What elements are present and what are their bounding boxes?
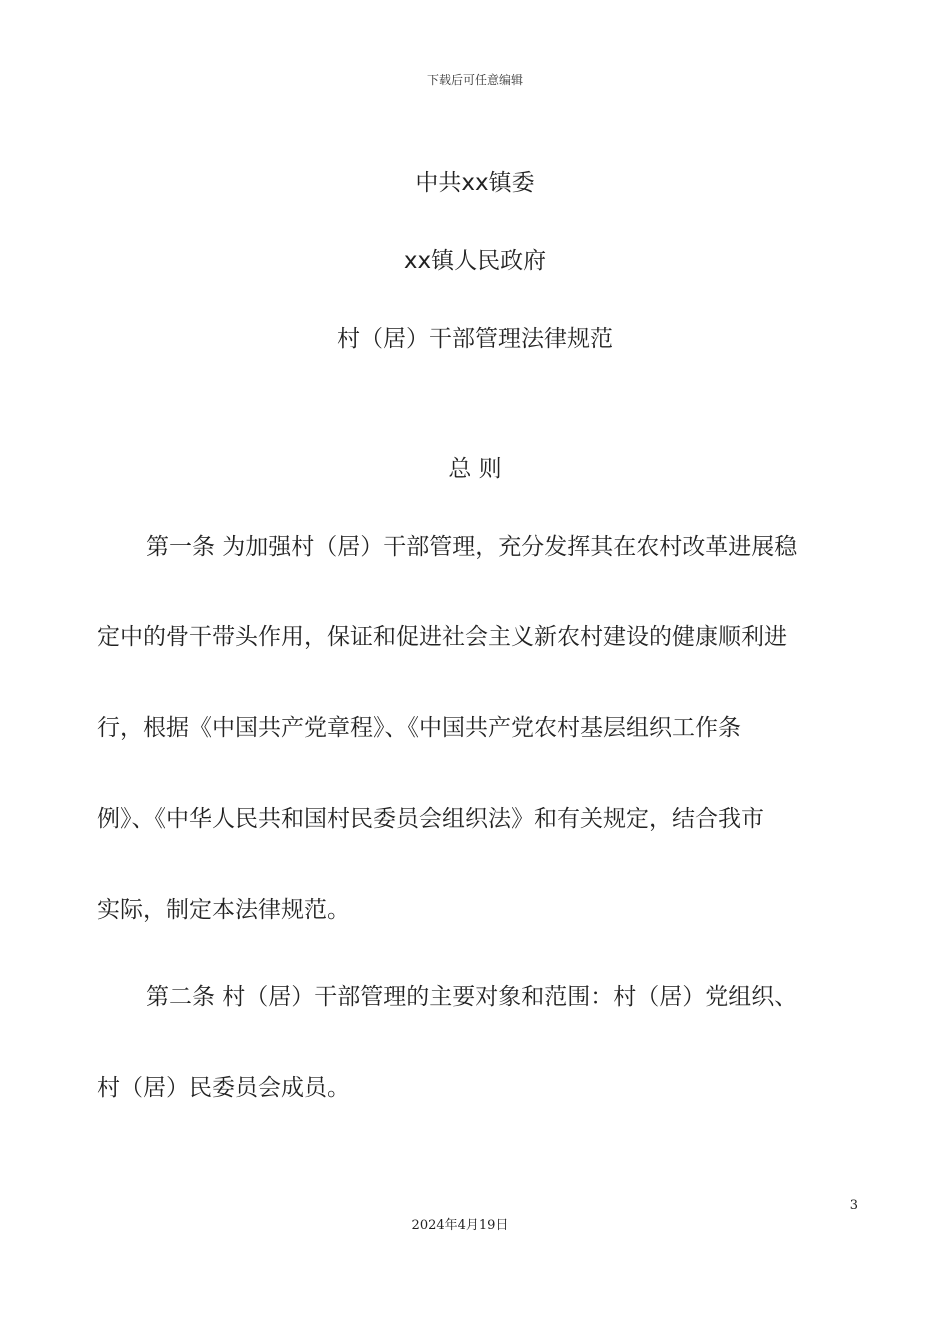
article-1-line-2: 定中的骨干带头作用，保证和促进社会主义新农村建设的健康顺利进 bbox=[97, 624, 787, 650]
article-2 bbox=[97, 982, 857, 1103]
article-2-line-1: 第二条 村（居）干部管理的主要对象和范围：村（居）党组织、 bbox=[146, 984, 798, 1010]
article-1-line-5: 实际，制定本法律规范。 bbox=[97, 897, 350, 923]
footer-date: 2024年4月19日 bbox=[411, 1218, 509, 1233]
article-2-line-2: 村（居）民委员会成员。 bbox=[97, 1075, 350, 1101]
article-1-line-3: 行，根据《中国共产党章程》、《中国共产党农村基层组织工作条 bbox=[97, 715, 741, 741]
article-1-line-4: 例》、《中华人民共和国村民委员会组织法》和有关规定，结合我市 bbox=[97, 806, 764, 832]
article-1-line-1: 第一条 为加强村（居）干部管理，充分发挥其在农村改革进展稳 bbox=[146, 534, 798, 560]
header-note: 下载后可任意编辑 bbox=[426, 73, 523, 87]
article-1 bbox=[97, 532, 857, 925]
section-heading: 总 则 bbox=[448, 456, 502, 482]
issuer-party: 中共xx镇委 bbox=[415, 170, 535, 196]
document-title: 村（居）干部管理法律规范 bbox=[337, 326, 613, 352]
issuer-government: xx镇人民政府 bbox=[403, 248, 547, 274]
page-number: 3 bbox=[849, 1198, 858, 1213]
